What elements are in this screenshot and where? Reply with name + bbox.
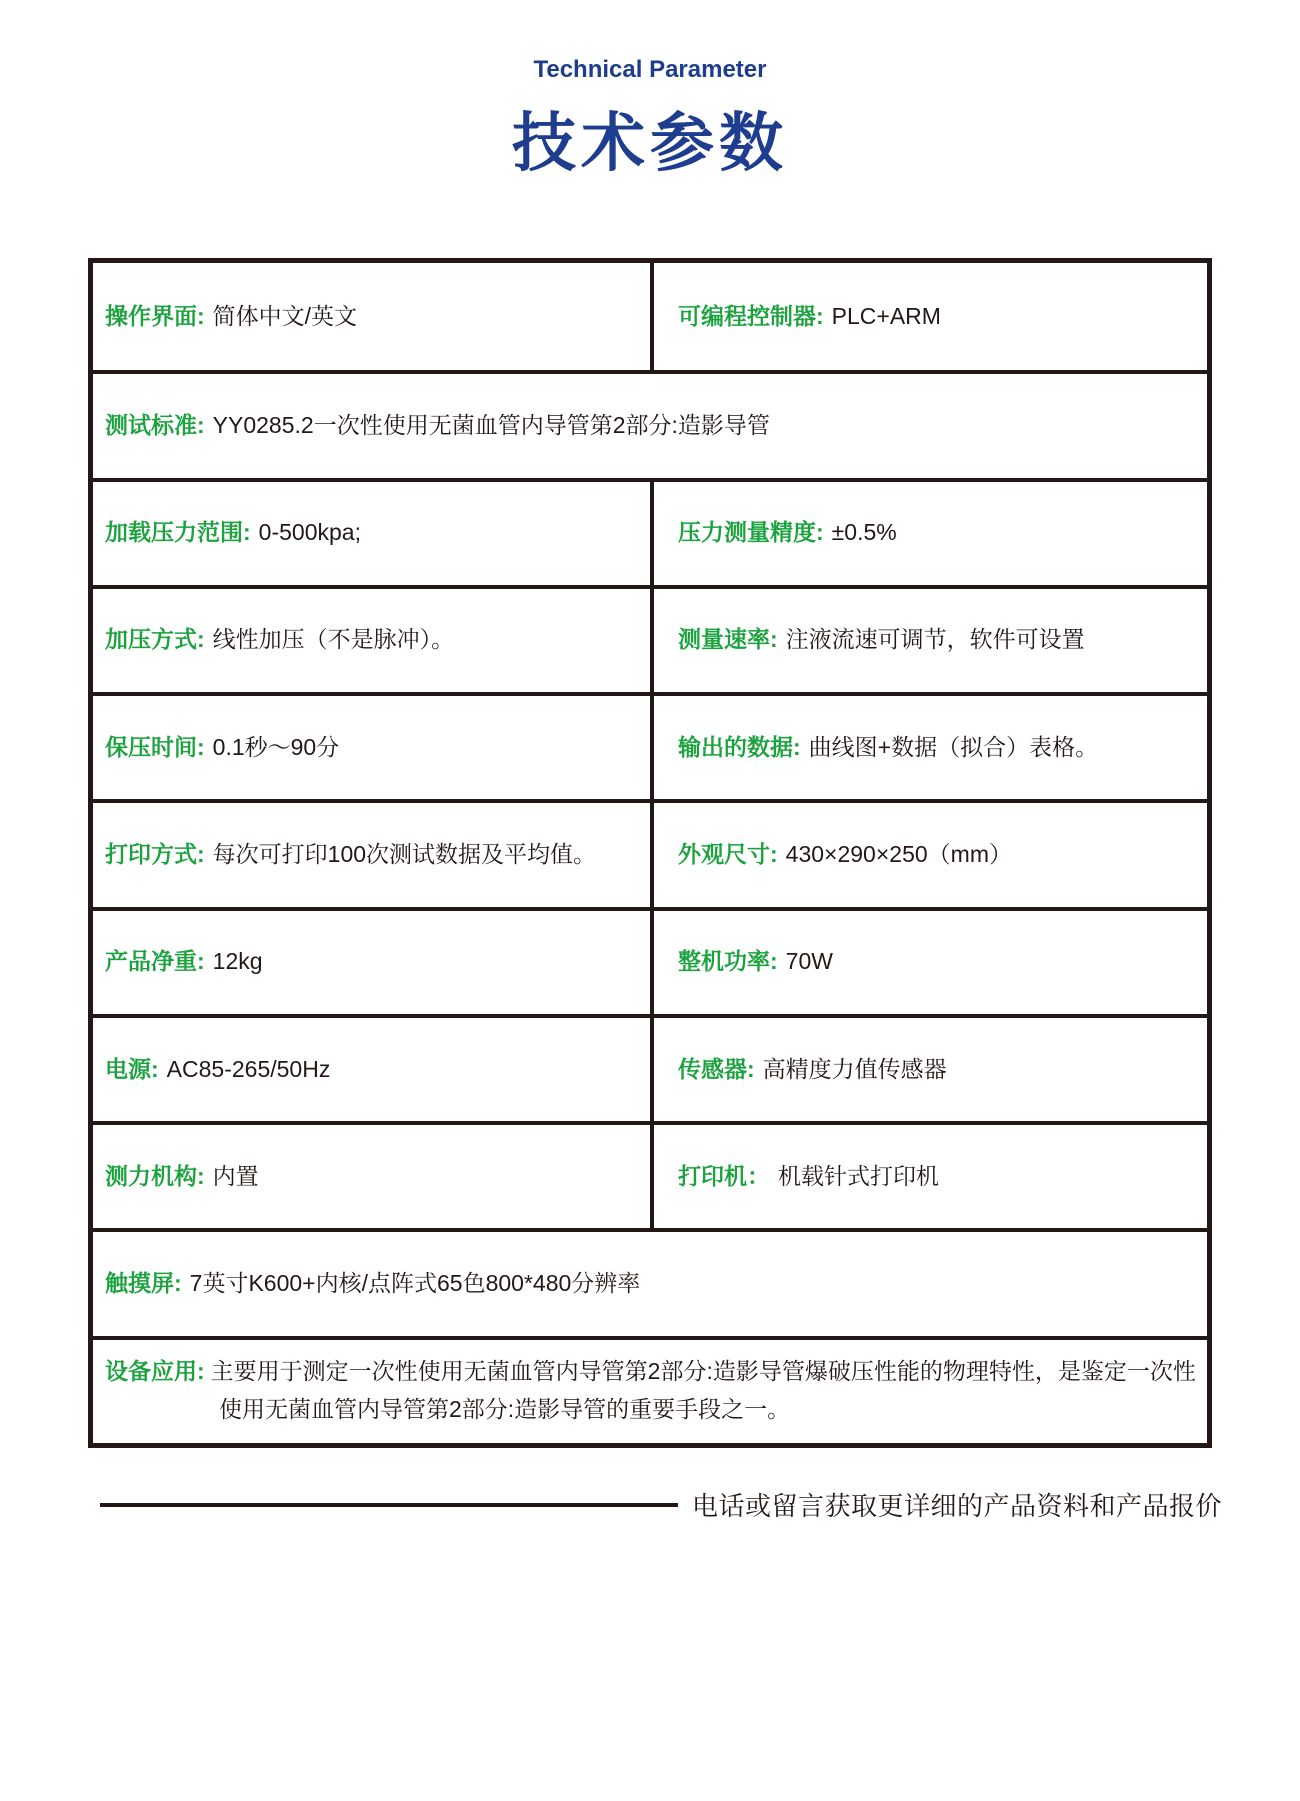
spec-value: 注液流速可调节，软件可设置 xyxy=(785,626,1085,653)
spec-label: 操作界面: xyxy=(105,302,205,329)
spec-cell xyxy=(93,696,650,799)
spec-cell xyxy=(650,589,1207,692)
spec-row xyxy=(93,1121,1207,1228)
spec-label: 压力测量精度: xyxy=(678,519,824,546)
spec-value: 0.1秒～90分 xyxy=(212,733,340,760)
spec-value: 7英寸K600+内核/点阵式65色800*480分辨率 xyxy=(189,1270,641,1297)
spec-value: 高精度力值传感器 xyxy=(762,1055,947,1082)
spec-value: 430×290×250（mm） xyxy=(785,841,1012,868)
spec-cell xyxy=(93,263,650,370)
header-subtitle: Technical Parameter xyxy=(533,56,767,83)
spec-cell xyxy=(93,911,650,1014)
spec-label: 产品净重: xyxy=(105,948,205,975)
spec-row xyxy=(93,907,1207,1014)
spec-value: 每次可打印100次测试数据及平均值。 xyxy=(212,841,597,868)
spec-label: 设备应用: xyxy=(105,1358,205,1385)
spec-cell xyxy=(93,1340,1207,1443)
spec-value: PLC+ARM xyxy=(831,302,941,329)
spec-cell xyxy=(93,482,650,585)
spec-label: 加压方式: xyxy=(105,626,205,653)
spec-cell xyxy=(93,1018,650,1121)
spec-value: YY0285.2一次性使用无菌血管内导管第2部分:造影导管 xyxy=(212,411,770,438)
spec-value: 线性加压（不是脉冲）。 xyxy=(212,626,455,653)
footer xyxy=(100,1486,1223,1523)
spec-label: 传感器: xyxy=(678,1055,755,1082)
spec-cell xyxy=(650,803,1207,906)
spec-cell xyxy=(650,911,1207,1014)
spec-cell xyxy=(93,1232,1207,1335)
spec-value: AC85-265/50Hz xyxy=(166,1055,331,1082)
spec-value: 内置 xyxy=(212,1162,259,1189)
footer-divider-line xyxy=(100,1503,678,1507)
spec-value: 12kg xyxy=(212,948,263,975)
spec-row xyxy=(93,799,1207,906)
spec-cell xyxy=(650,1125,1207,1228)
spec-label: 测量速率: xyxy=(678,626,778,653)
spec-label: 测力机构: xyxy=(105,1162,205,1189)
spec-label: 打印方式: xyxy=(105,841,205,868)
spec-cell xyxy=(93,803,650,906)
spec-label: 测试标准: xyxy=(105,411,205,438)
spec-cell xyxy=(650,263,1207,370)
spec-cell xyxy=(93,589,650,692)
spec-label: 打印机： xyxy=(678,1162,770,1189)
spec-row xyxy=(93,585,1207,692)
spec-row xyxy=(93,1336,1207,1443)
spec-label: 电源: xyxy=(105,1055,159,1082)
spec-label: 输出的数据: xyxy=(678,733,801,760)
spec-cell xyxy=(650,482,1207,585)
spec-value: ±0.5% xyxy=(831,519,897,546)
footer-note: 电话或留言获取更详细的产品资料和产品报价 xyxy=(692,1491,1223,1521)
spec-value: 0-500kpa; xyxy=(258,519,361,546)
spec-row xyxy=(93,370,1207,477)
spec-value: 机载针式打印机 xyxy=(778,1162,939,1189)
spec-cell xyxy=(93,1125,650,1228)
spec-row xyxy=(93,478,1207,585)
spec-value: 简体中文/英文 xyxy=(212,302,358,329)
spec-row xyxy=(93,692,1207,799)
spec-row xyxy=(93,1014,1207,1121)
spec-label: 整机功率: xyxy=(678,948,778,975)
spec-label: 保压时间: xyxy=(105,733,205,760)
spec-label: 外观尺寸: xyxy=(678,841,778,868)
spec-row xyxy=(93,1228,1207,1335)
spec-cell xyxy=(93,374,1207,477)
spec-label: 触摸屏: xyxy=(105,1270,182,1297)
spec-value: 70W xyxy=(785,948,833,975)
spec-cell xyxy=(650,1018,1207,1121)
spec-label: 可编程控制器: xyxy=(678,302,824,329)
spec-value: 主要用于测定一次性使用无菌血管内导管第2部分:造影导管爆破压性能的物理特性，是鉴定一次性使用无菌血管内导管第2部分:造影导管的重要手段之一。 xyxy=(210,1358,1196,1423)
spec-table xyxy=(88,258,1212,1448)
spec-cell xyxy=(650,696,1207,799)
spec-label: 加载压力范围: xyxy=(105,519,251,546)
spec-row xyxy=(93,263,1207,370)
spec-value: 曲线图+数据（拟合）表格。 xyxy=(808,733,1099,760)
page-title: 技术参数 xyxy=(512,107,788,179)
